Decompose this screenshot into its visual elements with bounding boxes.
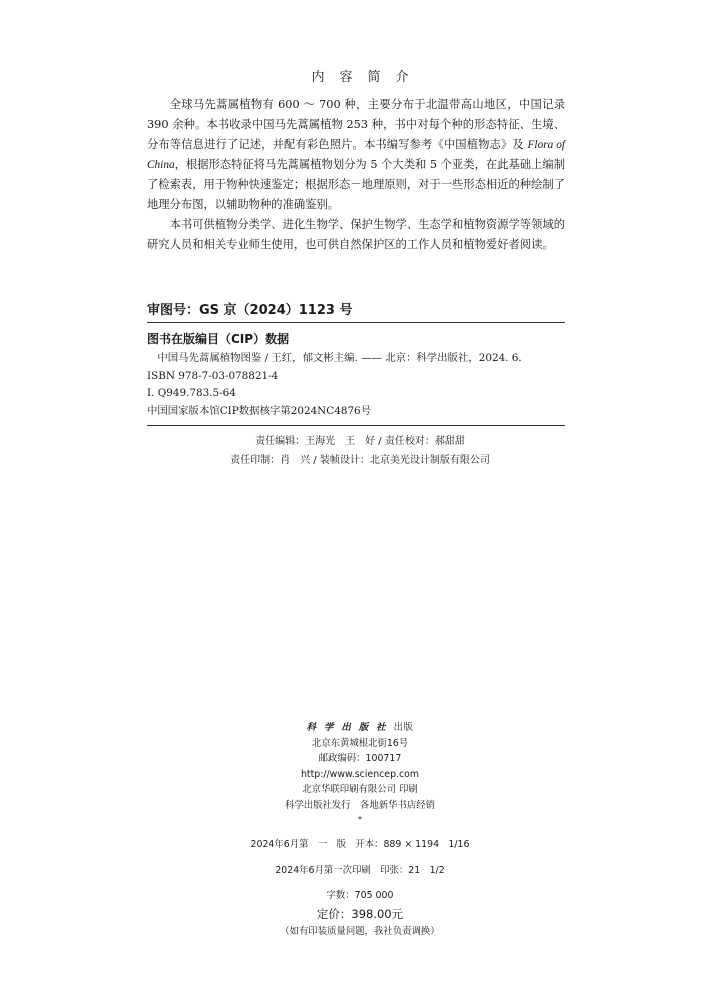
summary-paragraph-1 — [147, 95, 565, 215]
separator-star: * — [358, 815, 362, 824]
spacer — [0, 853, 720, 863]
summary-paragraph-2: 本书可供植物分类学、进化生物学、保护生物学、生态学和植物资源学等领域的研究人员和相关专业师生使用，也可供自然保护区的工作人员和植物爱好者阅读。 — [147, 218, 565, 251]
cip-line-title: 中国马先蒿属植物图鉴 / 王红，郁文彬主编. —— 北京：科学出版社，2024. 6. — [157, 352, 522, 364]
divider-bottom — [147, 425, 565, 426]
word-count: 字数：705 000 — [326, 890, 394, 901]
summary-paragraph-1-part-a: 全球马先蒿属植物有 600 ～ 700 种，主要分布于北温带高山地区，中国记录 390 余种。本书收录中国马先蒿属植物 253 种，书中对每个种的形态特征、生境、分布等信息进行了记述，并配有彩色照片。本书编写参考《中国植物志》及 — [147, 98, 565, 151]
credits-block — [0, 432, 720, 470]
summary-title: 内容简介 — [311, 70, 424, 85]
publication-info — [0, 720, 720, 939]
cip-line-classification: Ⅰ. Q949.783.5-64 — [147, 387, 236, 399]
summary-body — [147, 95, 565, 255]
credits-production: 责任印制：肖 兴 / 装帧设计：北京美光设计制版有限公司 — [230, 455, 490, 466]
publisher-name: 科学出版社 — [306, 722, 394, 733]
printer-line: 北京华联印刷有限公司 印刷 — [302, 784, 418, 795]
distribution-line: 科学出版社发行 各地新华书店经销 — [284, 799, 435, 811]
divider-top — [147, 322, 565, 323]
spacer — [0, 878, 720, 888]
printing-line: 2024年6月第一次印刷 印张：21 1/2 — [275, 864, 445, 876]
map-approval-number: 审图号：GS 京（2024）1123 号 — [147, 303, 353, 318]
flora-of-china-title: Flora of China — [147, 139, 565, 171]
credits-editors: 责任编辑：王海光 王 好 / 责任校对：郝甜甜 — [255, 436, 465, 447]
publisher-website: http://www.sciencep.com — [300, 768, 420, 780]
summary-paragraph-1-part-b: ，根据形态特征将马先蒿属植物划分为 5 个大类和 5 个亚类，在此基础上编制了检索表，用于物种快速鉴定；根据形态－地理原则，对于一些形态相近的种绘制了地理分布图，以辅助物种的准确鉴别。 — [147, 158, 565, 211]
spacer — [0, 827, 720, 837]
cip-block — [147, 350, 565, 420]
edition-line: 2024年6月第 一 版 开本：889 × 1194 1/16 — [250, 839, 470, 850]
publisher-postcode: 邮政编码：100717 — [318, 753, 402, 764]
publisher-address: 北京东黄城根北街16号 — [311, 737, 409, 749]
quality-notice: （如有印装质量问题，我社负责调换） — [280, 925, 440, 937]
publisher-line — [0, 720, 720, 736]
cip-heading: 图书在版编目（CIP）数据 — [147, 332, 290, 346]
cip-line-record: 中国国家版本馆CIP数据核字第2024NC4876号 — [147, 404, 372, 417]
price: 定价：398.00元 — [316, 906, 404, 921]
publisher-suffix: 出版 — [393, 722, 414, 733]
cip-line-isbn: ISBN 978-7-03-078821-4 — [147, 369, 279, 382]
